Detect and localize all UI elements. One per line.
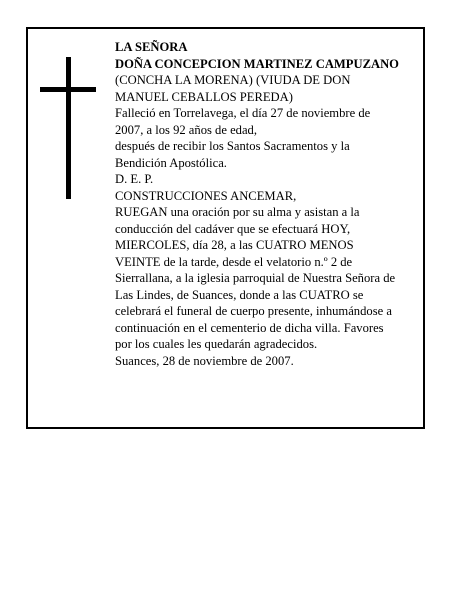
notice-heading: LA SEÑORA <box>115 40 188 54</box>
obituary-notice <box>26 27 425 429</box>
funeral-request-9: por los cuales les quedarán agradecidos. <box>115 337 318 351</box>
rip-text: D. E. P. <box>115 172 154 186</box>
sacraments-text-cont: Bendición Apostólica. <box>115 155 227 170</box>
deceased-name: DOÑA CONCEPCION MARTINEZ CAMPUZANO <box>115 56 399 71</box>
funeral-request-8: continuación en el cementerio de dicha villa. Favores <box>115 320 384 335</box>
funeral-request-2: conducción del cadáver que se efectuará HOY, <box>115 221 351 236</box>
cross-horizontal-bar <box>40 87 96 92</box>
funeral-request-4: VEINTE de la tarde, desde el velatorio n.º 2 de <box>115 254 353 269</box>
cross-icon <box>40 57 96 199</box>
death-details-cont: 2007, a los 92 años de edad, <box>115 122 257 137</box>
funeral-request-7: celebrará el funeral de cuerpo presente, inhumándose a <box>115 304 392 318</box>
death-details: Falleció en Torrelavega, el día 27 de noviembre de <box>115 106 371 120</box>
funeral-request-6: Las Lindes, de Suances, donde a las CUATRO se <box>115 287 364 302</box>
deceased-alias-cont: MANUEL CEBALLOS PEREDA) <box>115 89 293 104</box>
company-name: CONSTRUCCIONES ANCEMAR, <box>115 188 297 203</box>
funeral-request: RUEGAN una oración por su alma y asistan a la <box>115 205 360 219</box>
deceased-alias: (CONCHA LA MORENA) (VIUDA DE DON <box>115 73 351 87</box>
notice-text <box>115 39 427 369</box>
funeral-request-3: MIERCOLES, día 28, a las CUATRO MENOS <box>115 238 354 252</box>
cross-vertical-bar <box>66 57 71 199</box>
sacraments-text: después de recibir los Santos Sacramentos y la <box>115 139 350 153</box>
funeral-request-5: Sierrallana, a la iglesia parroquial de Nuestra Señora de <box>115 271 396 285</box>
notice-date: Suances, 28 de noviembre de 2007. <box>115 353 294 368</box>
